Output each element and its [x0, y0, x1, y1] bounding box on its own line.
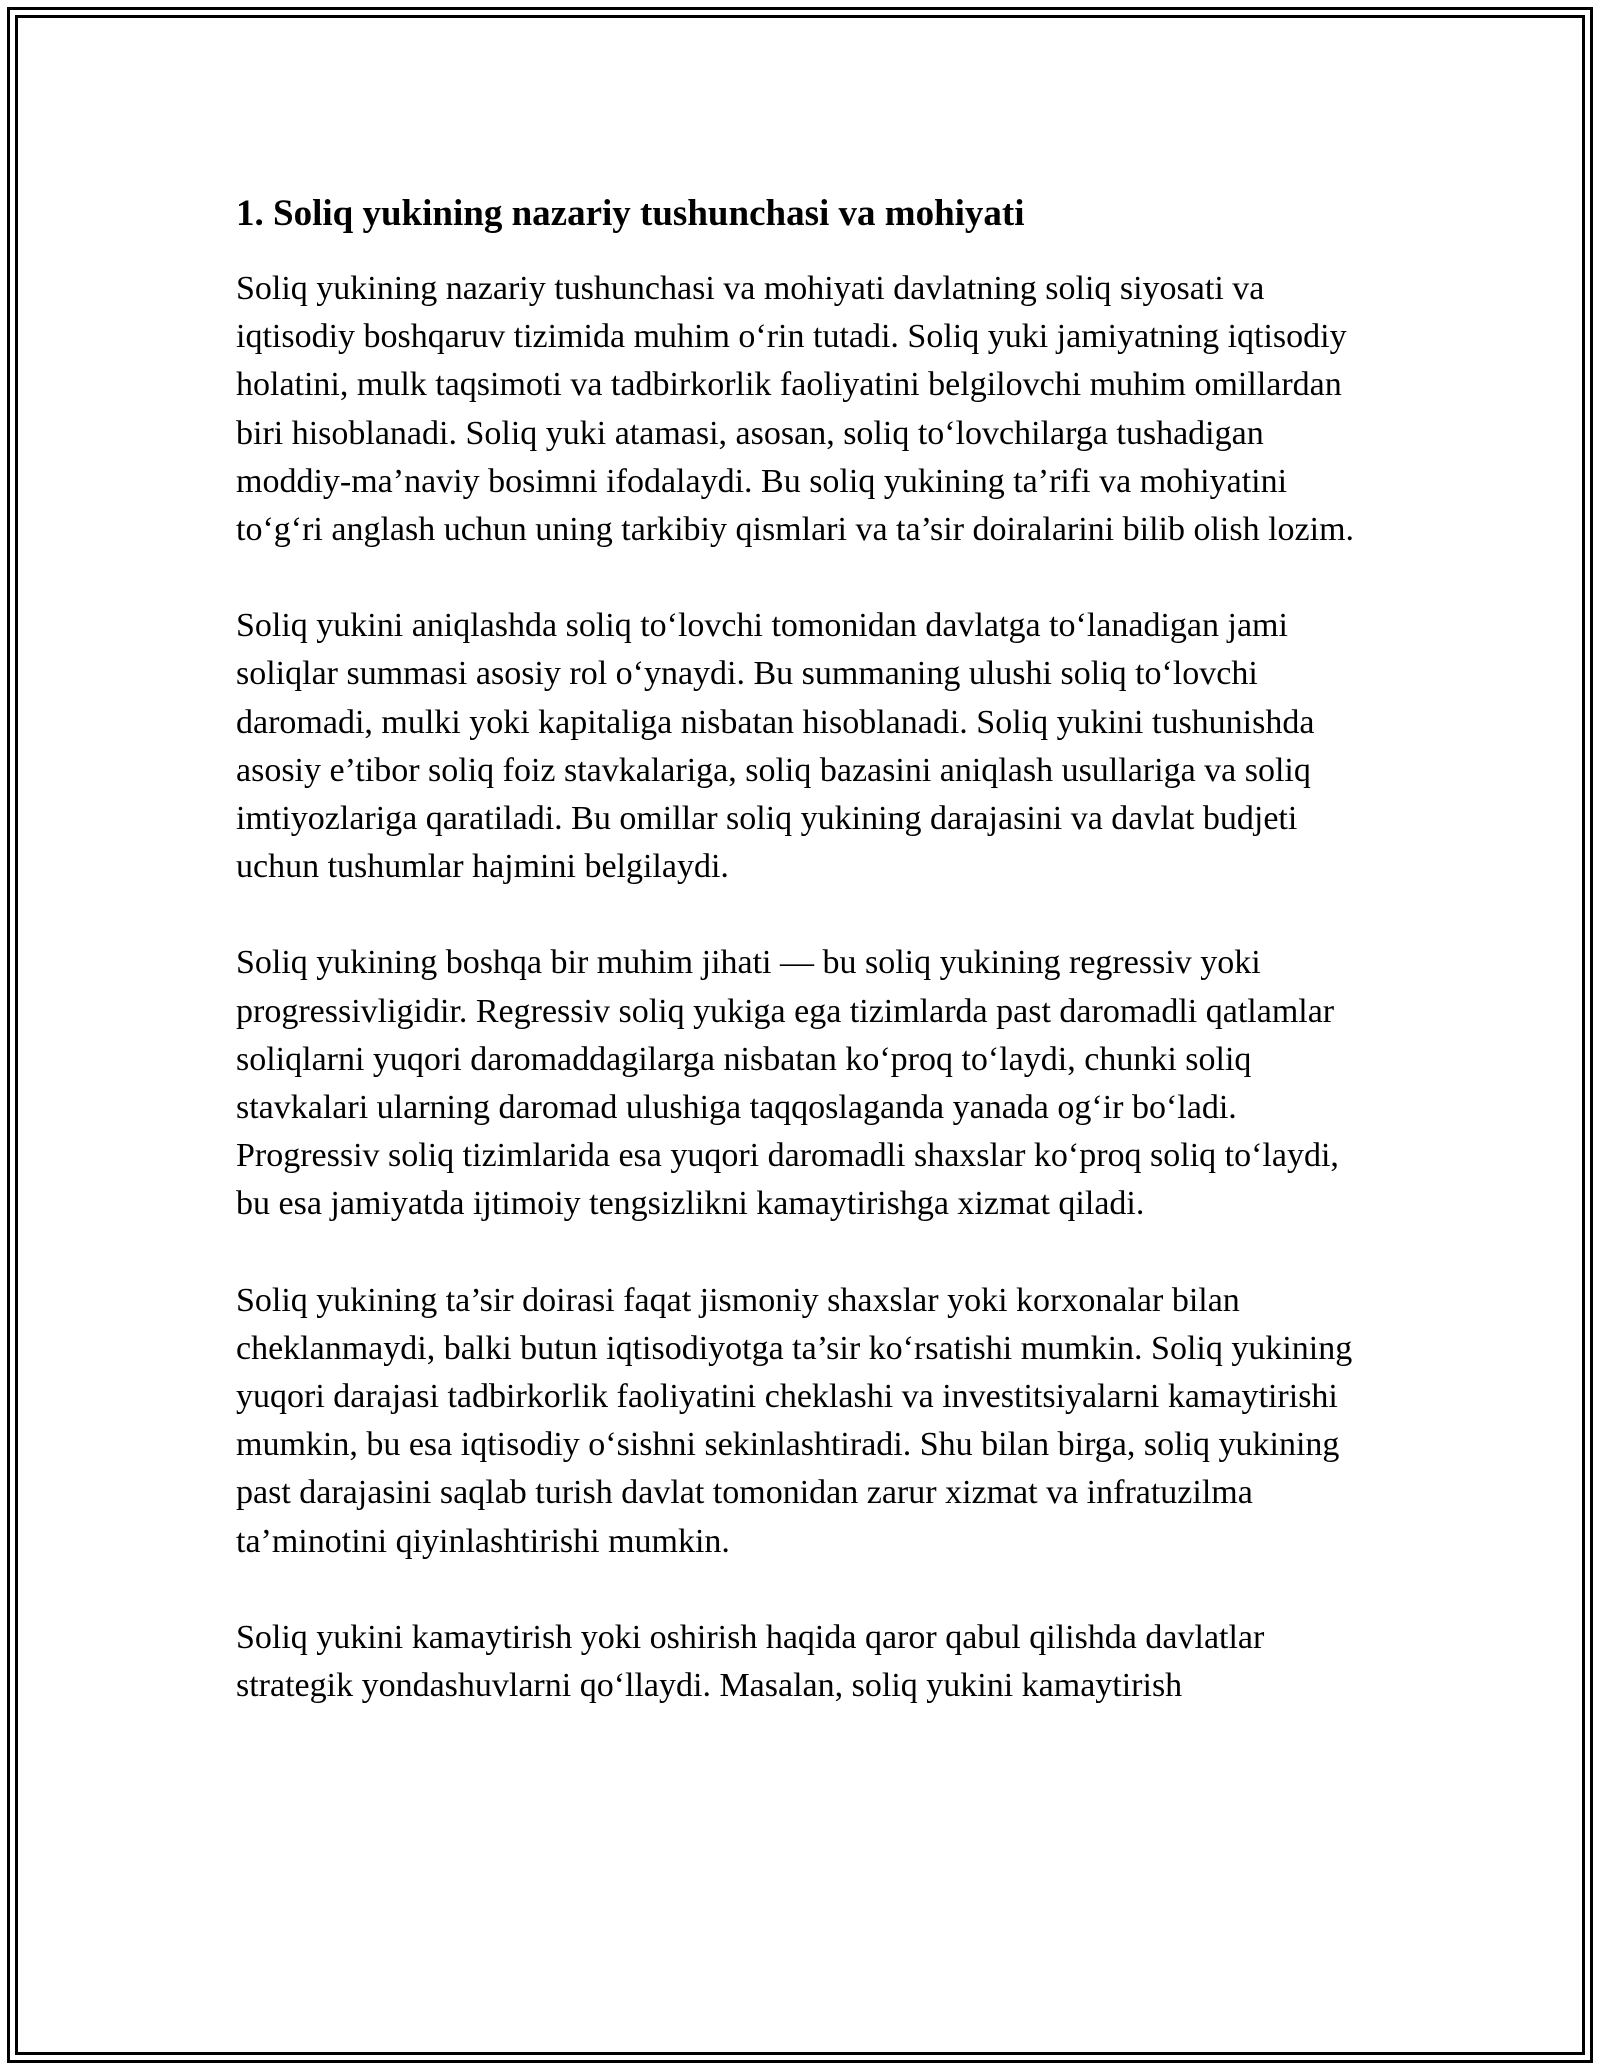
section-heading: 1. Soliq yukining nazariy tushunchasi va mohiyati: [236, 193, 1025, 234]
document-body: [236, 186, 1361, 1758]
paragraph-1: Soliq yukining nazariy tushunchasi va mohiyati davlatning soliq siyosati va iqtisodiy boshqaruv tizimida muhim o‘rin tutadi. Soliq yuki jamiyatning iqtisodiy holatini, mulk taqsimoti va tadbirkorlik faoliyatini belgilovchi muhim omillardan biri hisoblanadi. Soliq yuki atamasi, asosan, soliq to‘lovchilarga tushadigan moddiy-ma’naviy bosimni ifodalaydi. Bu soliq yukining ta’rifi va mohiyatini to‘g‘ri anglash uchun uning tarkibiy qismlari va ta’sir doiralarini bilib olish lozim.: [236, 270, 1355, 549]
paragraph-5: Soliq yukini kamaytirish yoki oshirish haqida qaror qabul qilishda davlatlar strategik yondashuvlarni qo‘llaydi. Masalan, soliq yukini kamaytirish: [236, 1618, 1265, 1705]
paragraph-3: Soliq yukining boshqa bir muhim jihati — bu soliq yukining regressiv yoki progressivligidir. Regressiv soliq yukiga ega tizimlarda past daromadli qatlamlar soliqlarni yuqori daromaddagilarga nisbatan ko‘proq to‘laydi, chunki soliq stavkalari ularning daromad ulushiga taqqoslaganda yanada og‘ir bo‘ladi. Progressiv soliq tizimlarida esa yuqori daromadli shaxslar ko‘proq soliq to‘laydi, bu esa jamiyatda ijtimoiy tengsizlikni kamaytirishga xizmat qiladi.: [236, 944, 1339, 1223]
paragraph-2: Soliq yukini aniqlashda soliq to‘lovchi tomonidan davlatga to‘lanadigan jami soliqlar summasi asosiy rol o‘ynaydi. Bu summaning ulushi soliq to‘lovchi daromadi, mulki yoki kapitaliga nisbatan hisoblanadi. Soliq yukini tushunishda asosiy e’tibor soliq foiz stavkalariga, soliq bazasini aniqlash usullariga va soliq imtiyozlariga qaratiladi. Bu omillar soliq yukining darajasini va davlat budjeti uchun tushumlar hajmini belgilaydi.: [236, 607, 1315, 886]
paragraph-4: Soliq yukining ta’sir doirasi faqat jismoniy shaxslar yoki korxonalar bilan cheklanmaydi, balki butun iqtisodiyotga ta’sir ko‘rsatishi mumkin. Soliq yukining yuqori darajasi tadbirkorlik faoliyatini cheklashi va investitsiyalarni kamaytirishi mumkin, bu esa iqtisodiy o‘sishni sekinlashtiradi. Shu bilan birga, soliq yukining past darajasini saqlab turish davlat tomonidan zarur xizmat va infratuzilma ta’minotini qiyinlashtirishi mumkin.: [236, 1281, 1353, 1560]
